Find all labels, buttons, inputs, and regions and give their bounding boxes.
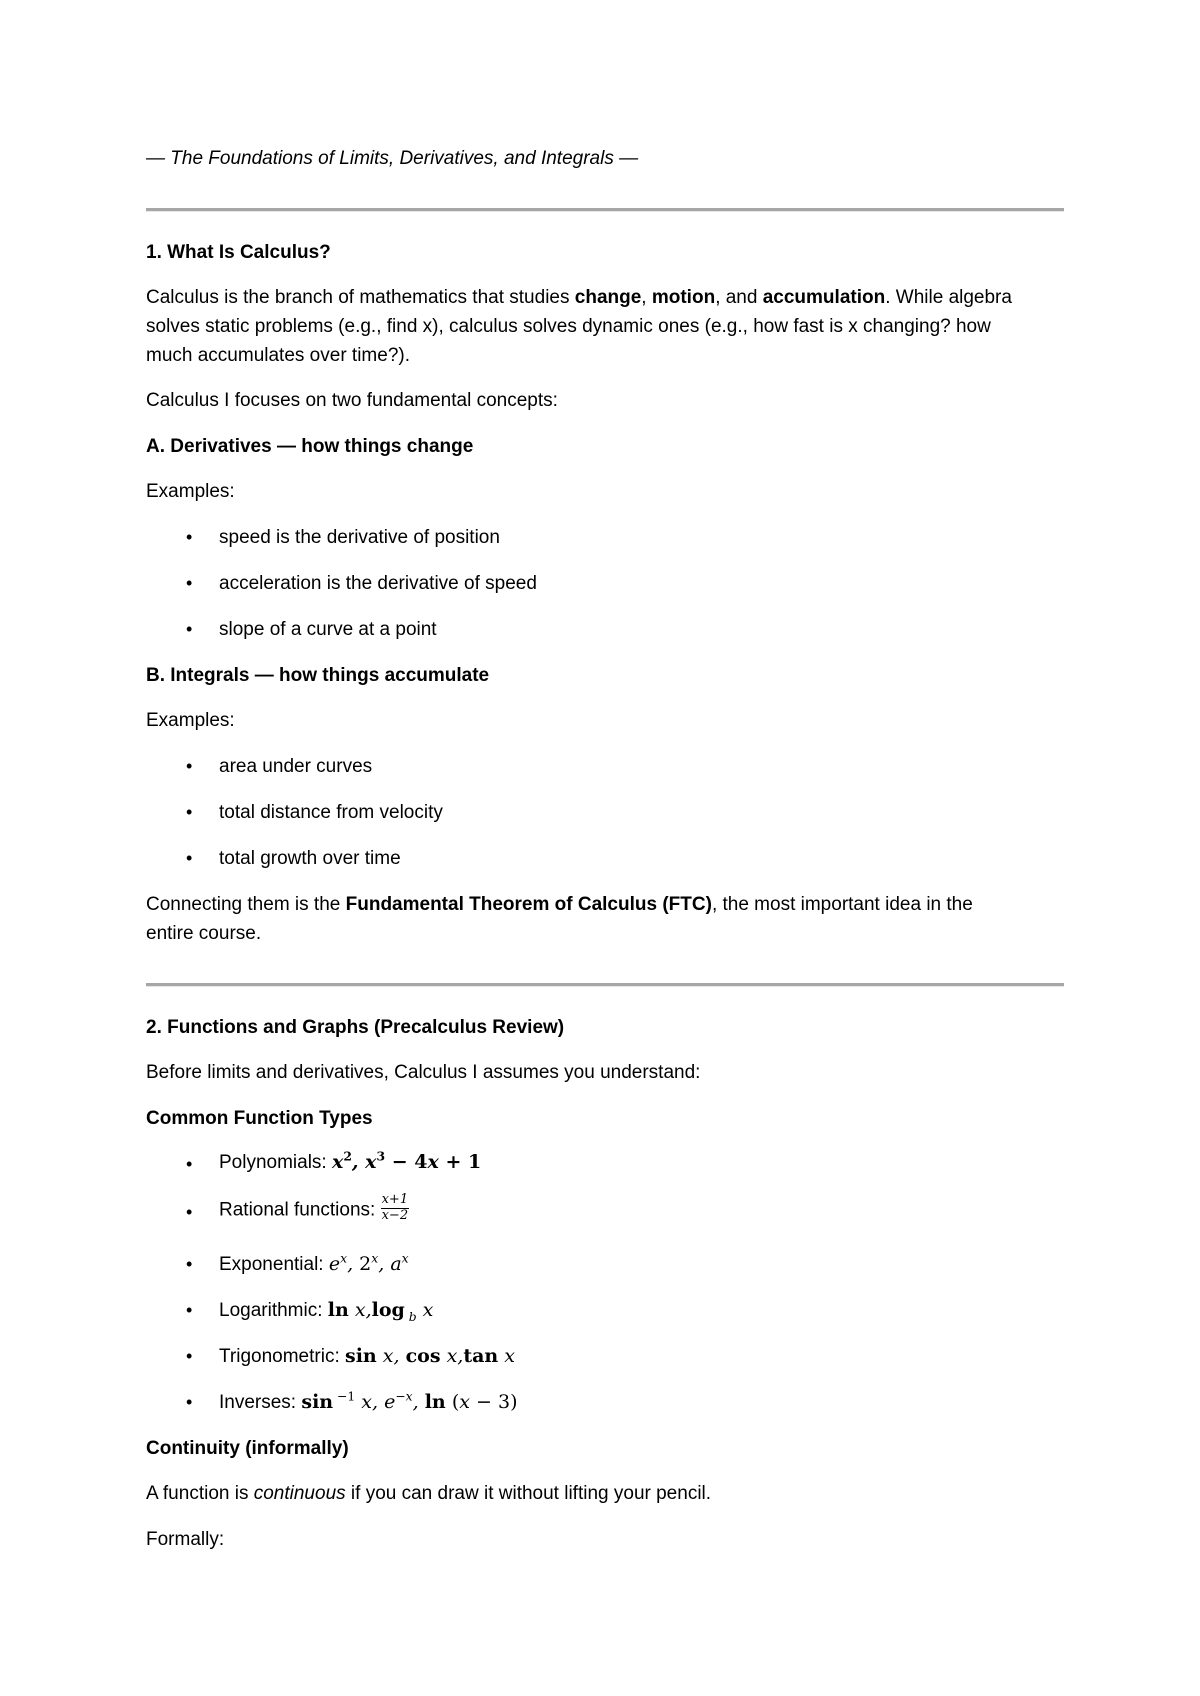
section-2-intro: Before limits and derivatives, Calculus I assumes you understand: bbox=[146, 1062, 701, 1083]
function-types-heading: Common Function Types bbox=[146, 1108, 373, 1129]
horizontal-divider bbox=[146, 208, 1064, 212]
exponential-label: Exponential: bbox=[219, 1254, 329, 1275]
bullet-icon: • bbox=[186, 1154, 193, 1174]
logarithmic-math: ln x,log $_b$ x bbox=[327, 1299, 434, 1324]
integrals-examples-label: Examples: bbox=[146, 710, 235, 731]
logarithmic-label: Logarithmic: bbox=[219, 1300, 328, 1321]
integrals-heading: B. Integrals — how things accumulate bbox=[146, 665, 490, 686]
intro-paragraph-line-1: Calculus is the branch of mathematics that studies change, motion, and accumulation. While algebra bbox=[146, 287, 1012, 308]
bullet-icon: • bbox=[186, 848, 193, 868]
document-page: — The Foundations of Limits, Derivatives, and Integrals — 1. What Is Calculus? Calculus is the branch of mathematics that studies change, motion, and accumulation. While algebra solves static problems (e.g., find x), calculus solves dynamic ones (e.g., how fast is x changing? how much accumulates over time?). Calculus I focuses on two fundamental concepts: A. Derivatives — how things change Examples: • speed is the derivative of position • acceleration is the derivative of speed • slope of a curve at a point B. Integrals — how things accumulate Examples: • area under curves • total distance from velocity • total growth over time Connecting them is the Fundamental Theorem of Calculus (FTC), the most important idea in the entire course. 2. Functions and Graphs (Precalculus Review) Before limits and derivatives, Calculus I assumes you understand: Common Function Types • Polynomials: $x^2$, $x^3 - 4x + 1$ • Rational functions: $\frac{x+1}{x-2}$ • Exponential: $e^x$, 2$^x$, $a^x$ • Logarithmic: ln x,log $_b$ x • Trigonometric: sin x, cos x,tan x • Inverses: sin $^{-1}$ x, $e^{-x}$, ln (x − 3) Continuity (informally) A function is continuous if you can draw it without lifting your pencil. Formally: bbox=[0, 0, 1200, 1696]
bullet-icon: • bbox=[186, 573, 193, 593]
trigonometric-math: sin x, cos x,tan x bbox=[345, 1345, 515, 1367]
bullet-icon: • bbox=[186, 1202, 193, 1222]
intro-paragraph-line-2: solves static problems (e.g., find x), calculus solves dynamic ones (e.g., how fast is x changing? how bbox=[146, 316, 991, 337]
connecting-paragraph-line-1: Connecting them is the Fundamental Theorem of Calculus (FTC), the most important idea in the bbox=[146, 894, 973, 915]
bullet-icon: • bbox=[186, 1346, 193, 1366]
bullet-icon: • bbox=[186, 527, 193, 547]
bullet-icon: • bbox=[186, 619, 193, 639]
rational-fraction: $\frac{x+1}{x-2}$ bbox=[381, 1192, 409, 1223]
derivatives-examples-label: Examples: bbox=[146, 481, 235, 502]
intro-paragraph-line-3: much accumulates over time?). bbox=[146, 345, 410, 366]
bullet-icon: • bbox=[186, 1392, 193, 1412]
inverses-math: sin $^{-1}$ x, $e^{-x}$, ln (x − 3) bbox=[301, 1389, 518, 1413]
bullet-icon: • bbox=[186, 802, 193, 822]
section-2-heading: 2. Functions and Graphs (Precalculus Review) bbox=[146, 1017, 565, 1038]
polynomials-label: Polynomials: bbox=[219, 1152, 332, 1173]
formally-label: Formally: bbox=[146, 1529, 225, 1550]
focus-paragraph: Calculus I focuses on two fundamental concepts: bbox=[146, 390, 558, 411]
connecting-paragraph-line-2: entire course. bbox=[146, 923, 262, 944]
bullet-icon: • bbox=[186, 1254, 193, 1274]
trigonometric-label: Trigonometric: bbox=[219, 1346, 345, 1367]
bullet-icon: • bbox=[186, 1300, 193, 1320]
section-1-heading: 1. What Is Calculus? bbox=[146, 242, 331, 263]
continuity-heading: Continuity (informally) bbox=[146, 1438, 349, 1459]
exponential-math: $e^x$, 2$^x$, $a^x$ bbox=[328, 1251, 409, 1275]
derivatives-heading: A. Derivatives — how things change bbox=[146, 436, 474, 457]
document-subtitle: — The Foundations of Limits, Derivatives, and Integrals — bbox=[146, 148, 639, 169]
horizontal-divider bbox=[146, 983, 1064, 987]
polynomials-math: $x^2$, $x^3 - 4x + 1$ bbox=[332, 1148, 482, 1173]
continuity-paragraph: A function is continuous if you can draw it without lifting your pencil. bbox=[146, 1483, 712, 1504]
bullet-icon: • bbox=[186, 756, 193, 776]
rational-label: Rational functions: bbox=[219, 1199, 381, 1221]
inverses-label: Inverses: bbox=[219, 1392, 302, 1413]
